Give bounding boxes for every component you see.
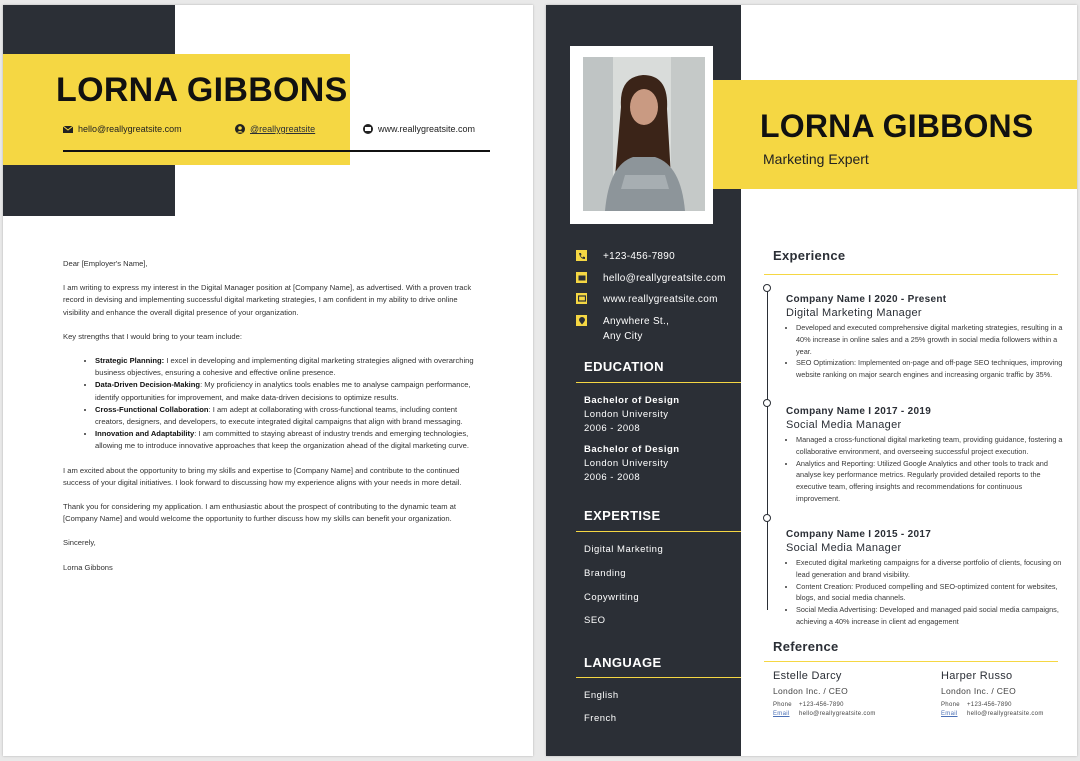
phone-value: +123-456-7890 [799,702,844,708]
cover-social-link[interactable]: @reallygreatsite [250,124,316,134]
strength-text: : I am committed to staying abreast of industry trends and emerging technologies, allowing me to introduce innovative approaches that keep the organization ahead of the digital marketing curve. [95,429,470,451]
list-item: • Social Media Advertising: Developed and managed paid social media campaigns, achieving a 40% increase in client ad engagement [796,604,1064,628]
list-item: • Analytics and Reporting: Utilized Google Analytics and other tools to track and analyse key performance metrics. Regularly provided detailed reports to the executive team, offering insights and recommendations for continuous improvement. [796,458,1064,505]
signature: Lorna Gibbons [63,562,113,572]
strength-text: I excel in developing and implementing digital marketing strategies aligned with overarching business objectives, ensuring a cohesive and effective online presence. [95,356,474,378]
list-item: • Developed and executed comprehensive digital marketing strategies, resulting in a 40% increase in online sales and a 25% growth in social media followers within a year. [796,322,1064,357]
list-item: • Content Creation: Produced compelling and SEO-optimized content for websites, blogs, and social media channels. [796,581,1064,605]
expertise-item: Digital Marketing [584,544,664,555]
reference-heading: Reference [773,639,839,654]
education-degree: Bachelor of Design [584,395,680,406]
contact-phone [576,249,675,264]
cover-letter-name: LORNA GIBBONS [56,71,348,109]
job-bullets [796,322,1064,381]
language-divider [576,677,741,678]
phone-icon [576,250,587,261]
header-divider [63,150,490,152]
language-heading: LANGUAGE [584,655,662,670]
address-line-1: Anywhere St., [603,316,670,327]
list-item: • Managed a cross-functional digital marketing team, providing guidance, fostering a collaborative environment, and overseeing successful project execution. [796,434,1064,458]
list-item [95,379,478,403]
reference-phone [773,702,876,708]
experience-timeline [767,288,768,610]
timeline-dot [763,284,771,292]
education-divider [576,382,741,383]
excited-paragraph: I am excited about the opportunity to bring my skills and expertise to [Company Name] and contribute to the continued success of your digital initiatives. I look forward to discussing how my experience aligns with your needs in more detail. [63,465,462,487]
cover-social[interactable] [235,124,315,134]
job-role: Social Media Manager [786,419,902,431]
strength-title: Innovation and Adaptability [95,429,195,439]
cover-website-text: www.reallygreatsite.com [378,124,476,134]
education-degree: Bachelor of Design [584,444,680,455]
strength-text: : My proficiency in analytics tools enables me to analyse campaign performance, identify opportunities for improvement, and make data-driven decisions to optimize results. [95,380,471,402]
email-label: Email [773,711,790,717]
portrait-illustration [583,57,705,211]
location-pin-icon [576,315,587,326]
cover-email-text: hello@reallygreatsite.com [78,124,182,134]
salutation: Dear [Employer's Name], [63,259,148,268]
profile-photo-frame [570,46,713,224]
strength-title: Data-Driven Decision-Making [95,380,201,390]
reference-phone [941,702,1044,708]
education-school: London University [584,409,669,420]
expertise-item: Copywriting [584,592,640,603]
expertise-item: SEO [584,615,606,626]
strengths-list [95,355,478,453]
intro-paragraph: I am writing to express my interest in the Digital Manager position at [Company Name], as advertised. With a proven track record in devising and implementing successful digital marketing strategies, I am confident in my ability to drive online visibility and enhance the overall digital presence of your organization. [63,283,472,317]
globe-icon [363,124,373,134]
job-header: Company Name I 2017 - 2019 [786,406,932,417]
strength-title: Cross-Functional Collaboration [95,404,209,414]
timeline-dot [763,514,771,522]
experience-heading: Experience [773,248,846,263]
letter-body [63,258,478,586]
phone-value: +123-456-7890 [967,702,1012,708]
job-role: Social Media Manager [786,542,902,554]
phone-label: Phone [773,702,792,708]
job-header: Company Name I 2020 - Present [786,294,947,305]
strength-text: : I am adept at collaborating with cross-functional teams, including content creators, designers, and developers, to execute integrated digital campaigns that align with brand messaging. [95,404,463,427]
list-item [95,428,478,452]
education-entry-2 [584,443,680,485]
expertise-item: Branding [584,568,627,579]
reference-org: London Inc. / CEO [941,686,1017,696]
contact-address [576,314,669,344]
strengths-intro: Key strengths that I would bring to your team include: [63,331,242,341]
contact-email-text: hello@reallygreatsite.com [603,273,726,284]
monitor-icon [576,293,587,304]
job-entry-2 [786,406,1064,505]
education-entry-1 [584,394,680,436]
cover-letter-page [3,5,533,756]
reference-1 [773,670,876,717]
education-heading: EDUCATION [584,359,664,374]
email-icon [576,272,587,283]
email-icon [63,124,73,134]
list-item [95,355,478,379]
cover-website [363,124,475,134]
reference-2 [941,670,1044,717]
reference-name: Estelle Darcy [773,670,842,682]
closing: Sincerely, [63,538,96,548]
resume-title: Marketing Expert [763,151,869,167]
reference-divider [764,661,1058,662]
expertise-divider [576,531,741,532]
contact-address-text [603,314,669,344]
thanks-paragraph: Thank you for considering my application. I am enthusiastic about the prospect of contributing to the dynamic team at [Company Name] and would welcome the opportunity to further discuss how my skills can benefit your organization. [63,502,456,524]
experience-divider [764,274,1058,275]
language-item: English [584,690,619,701]
contact-email [576,271,726,286]
resume-name: LORNA GIBBONS [760,108,1034,144]
email-value: hello@reallygreatsite.com [967,711,1044,717]
email-value: hello@reallygreatsite.com [799,711,876,717]
list-item: • Executed digital marketing campaigns for a diverse portfolio of clients, focusing on lead generation and brand visibility. [796,557,1064,581]
education-years: 2006 - 2008 [584,472,641,483]
reference-org: London Inc. / CEO [773,686,849,696]
contact-website [576,292,718,307]
social-icon [235,124,245,134]
job-entry-3 [786,529,1064,628]
job-role: Digital Marketing Manager [786,307,922,319]
education-school: London University [584,458,669,469]
phone-label: Phone [941,702,960,708]
resume-page [546,5,1077,756]
education-years: 2006 - 2008 [584,423,641,434]
job-header: Company Name I 2015 - 2017 [786,529,932,540]
job-entry-1 [786,294,1064,381]
job-bullets [796,434,1064,505]
reference-email [773,711,876,717]
list-item [95,404,478,428]
profile-photo [583,57,705,211]
timeline-dot [763,399,771,407]
cover-email [63,124,182,134]
expertise-heading: EXPERTISE [584,508,661,523]
reference-email [941,711,1044,717]
job-bullets [796,557,1064,628]
reference-name: Harper Russo [941,670,1013,682]
contact-website-text: www.reallygreatsite.com [603,294,718,305]
email-label: Email [941,711,958,717]
address-line-2: Any City [603,331,643,342]
list-item: • SEO Optimization: Implemented on-page and off-page SEO techniques, improving website ranking on major search engines and increasing organic traffic by 35%. [796,357,1064,381]
contact-phone-text: +123-456-7890 [603,251,676,262]
strength-title: Strategic Planning: [95,356,165,366]
language-item: French [584,713,617,724]
